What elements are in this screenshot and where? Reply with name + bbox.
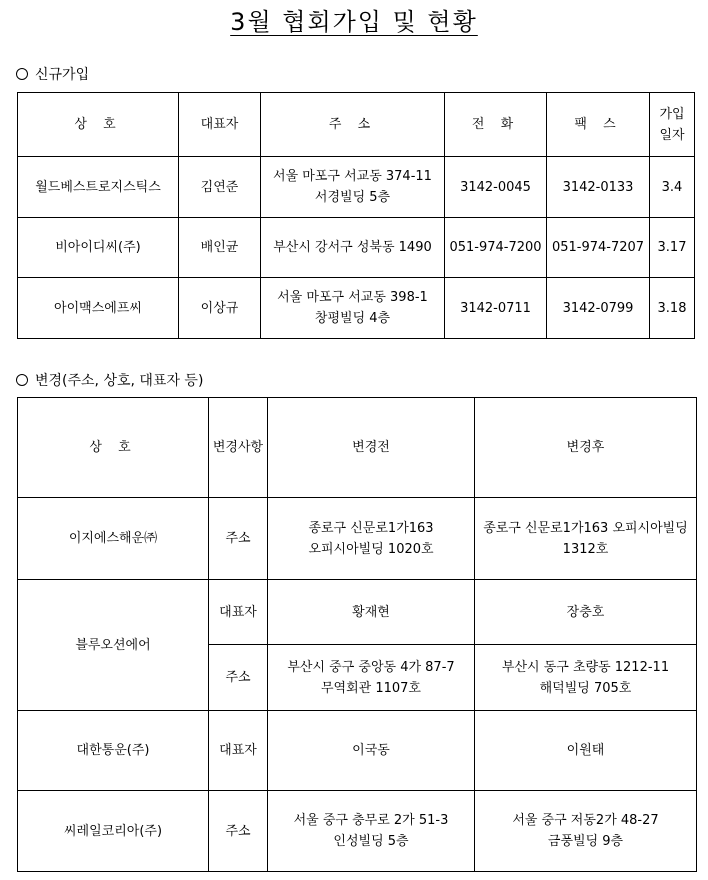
cell-rep: 김연준 — [179, 157, 261, 218]
cell-fax: 3142-0133 — [547, 157, 650, 218]
cell-address: 서울 마포구 서교동 398-1 창평빌딩 4층 — [261, 278, 445, 339]
header-name: 상 호 — [18, 93, 179, 157]
header-tel: 전 화 — [445, 93, 547, 157]
table-row — [18, 711, 697, 791]
header-join-date: 가입 일자 — [650, 93, 695, 157]
cell-before: 이국동 — [268, 711, 475, 791]
table-row — [18, 157, 695, 218]
circle-bullet-icon — [16, 68, 28, 80]
cell-tel: 3142-0045 — [445, 157, 547, 218]
table-row — [18, 278, 695, 339]
cell-after: 부산시 동구 초량동 1212-11 해덕빌딩 705호 — [475, 645, 697, 711]
cell-change-item: 대표자 — [209, 580, 268, 645]
table-row — [18, 498, 697, 580]
cell-address: 서울 마포구 서교동 374-11 서경빌딩 5층 — [261, 157, 445, 218]
section-heading-changes: 변경(주소, 상호, 대표자 등) — [16, 370, 203, 390]
header-name: 상 호 — [18, 398, 209, 498]
cell-before: 황재현 — [268, 580, 475, 645]
header-change-item: 변경사항 — [209, 398, 268, 498]
cell-name: 월드베스트로지스틱스 — [18, 157, 179, 218]
cell-name: 이지에스해운㈜ — [18, 498, 209, 580]
changes-table — [17, 397, 697, 872]
cell-address: 부산시 강서구 성북동 1490 — [261, 218, 445, 278]
table-header-row — [18, 398, 697, 498]
cell-name: 블루오션에어 — [18, 580, 209, 711]
cell-name: 대한통운(주) — [18, 711, 209, 791]
header-after: 변경후 — [475, 398, 697, 498]
header-before: 변경전 — [268, 398, 475, 498]
table-row — [18, 218, 695, 278]
cell-rep: 배인균 — [179, 218, 261, 278]
new-members-table — [17, 92, 695, 339]
header-rep: 대표자 — [179, 93, 261, 157]
cell-after: 종로구 신문로1가163 오피시아빌딩 1312호 — [475, 498, 697, 580]
cell-after: 장충호 — [475, 580, 697, 645]
table-row — [18, 580, 697, 645]
section-heading-new-members: 신규가입 — [16, 64, 89, 84]
table-header-row — [18, 93, 695, 157]
cell-fax: 051-974-7207 — [547, 218, 650, 278]
cell-change-item: 대표자 — [209, 711, 268, 791]
cell-date: 3.18 — [650, 278, 695, 339]
table-row — [18, 791, 697, 872]
cell-date: 3.17 — [650, 218, 695, 278]
cell-name: 씨레일코리아(주) — [18, 791, 209, 872]
header-address: 주 소 — [261, 93, 445, 157]
cell-rep: 이상규 — [179, 278, 261, 339]
header-fax: 팩 스 — [547, 93, 650, 157]
cell-change-item: 주소 — [209, 498, 268, 580]
page-title: 3월 협회가입 및 현황 — [230, 8, 478, 36]
cell-before: 종로구 신문로1가163 오피시아빌딩 1020호 — [268, 498, 475, 580]
cell-after: 이원태 — [475, 711, 697, 791]
cell-before: 서울 중구 충무로 2가 51-3 인성빌딩 5층 — [268, 791, 475, 872]
cell-date: 3.4 — [650, 157, 695, 218]
cell-tel: 3142-0711 — [445, 278, 547, 339]
cell-fax: 3142-0799 — [547, 278, 650, 339]
cell-change-item: 주소 — [209, 791, 268, 872]
cell-change-item: 주소 — [209, 645, 268, 711]
cell-after: 서울 중구 저동2가 48-27 금풍빌딩 9층 — [475, 791, 697, 872]
circle-bullet-icon — [16, 374, 28, 386]
cell-name: 비아이디씨(주) — [18, 218, 179, 278]
cell-name: 아이맥스에프씨 — [18, 278, 179, 339]
cell-before: 부산시 중구 중앙동 4가 87-7 무역회관 1107호 — [268, 645, 475, 711]
cell-tel: 051-974-7200 — [445, 218, 547, 278]
